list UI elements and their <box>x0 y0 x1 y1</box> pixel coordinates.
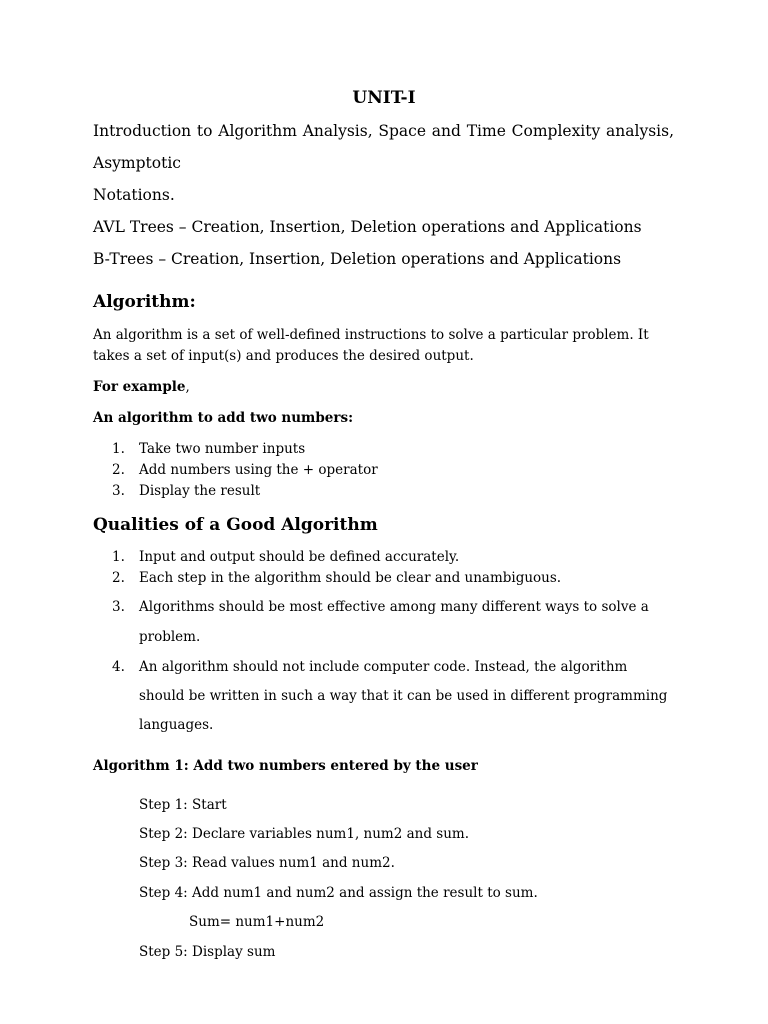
step-line: Step 1: Start <box>139 797 227 813</box>
algorithm-paragraph-line: takes a set of input(s) and produces the desired output. <box>93 348 474 364</box>
algorithm1-heading: Algorithm 1: Add two numbers entered by the user <box>93 758 478 774</box>
example-label-comma: , <box>185 379 190 395</box>
list-item-number: 3. <box>112 483 125 499</box>
intro-line: Asymptotic <box>93 154 181 172</box>
step-line: Step 4: Add num1 and num2 and assign the result to sum. <box>139 885 538 901</box>
step-line: Step 2: Declare variables num1, num2 and sum. <box>139 826 469 842</box>
list-item-number: 2. <box>112 462 125 478</box>
list-item-text: Algorithms should be most effective among many different ways to solve a <box>139 599 649 615</box>
list-item-text: Each step in the algorithm should be clear and unambiguous. <box>139 570 562 586</box>
intro-line: B-Trees – Creation, Insertion, Deletion operations and Applications <box>93 250 622 268</box>
intro-line: AVL Trees – Creation, Insertion, Deletion operations and Applications <box>93 218 642 236</box>
list-item-text: Display the result <box>139 483 261 499</box>
list-item-text: should be written in such a way that it can be used in different programming <box>139 688 668 704</box>
qualities-heading: Qualities of a Good Algorithm <box>93 515 378 535</box>
step-line: Step 3: Read values num1 and num2. <box>139 855 395 871</box>
list-item-number: 1. <box>112 549 125 565</box>
list-item-text: problem. <box>139 629 201 645</box>
example-label-text: For example <box>93 379 186 395</box>
page-title: UNIT-I <box>352 88 416 108</box>
list-item-text: Add numbers using the + operator <box>139 462 378 478</box>
intro-line: Introduction to Algorithm Analysis, Space and Time Complexity analysis, <box>93 122 674 140</box>
list-item-number: 4. <box>112 659 125 675</box>
list-item-number: 3. <box>112 599 125 615</box>
list-item-text: Input and output should be defined accurately. <box>139 549 460 565</box>
add-numbers-heading: An algorithm to add two numbers: <box>93 410 354 426</box>
intro-line: Notations. <box>93 186 175 204</box>
list-item-text: Take two number inputs <box>139 441 306 457</box>
algorithm-heading: Algorithm: <box>93 292 196 312</box>
list-item-number: 2. <box>112 570 125 586</box>
example-label <box>93 379 190 395</box>
list-item-number: 1. <box>112 441 125 457</box>
list-item-text: languages. <box>139 717 214 733</box>
algorithm-paragraph-line: An algorithm is a set of well-defined instructions to solve a particular problem. It <box>93 327 649 343</box>
step-line: Step 5: Display sum <box>139 944 276 960</box>
list-item-text: An algorithm should not include computer code. Instead, the algorithm <box>139 659 628 675</box>
formula-line: Sum= num1+num2 <box>189 914 325 930</box>
